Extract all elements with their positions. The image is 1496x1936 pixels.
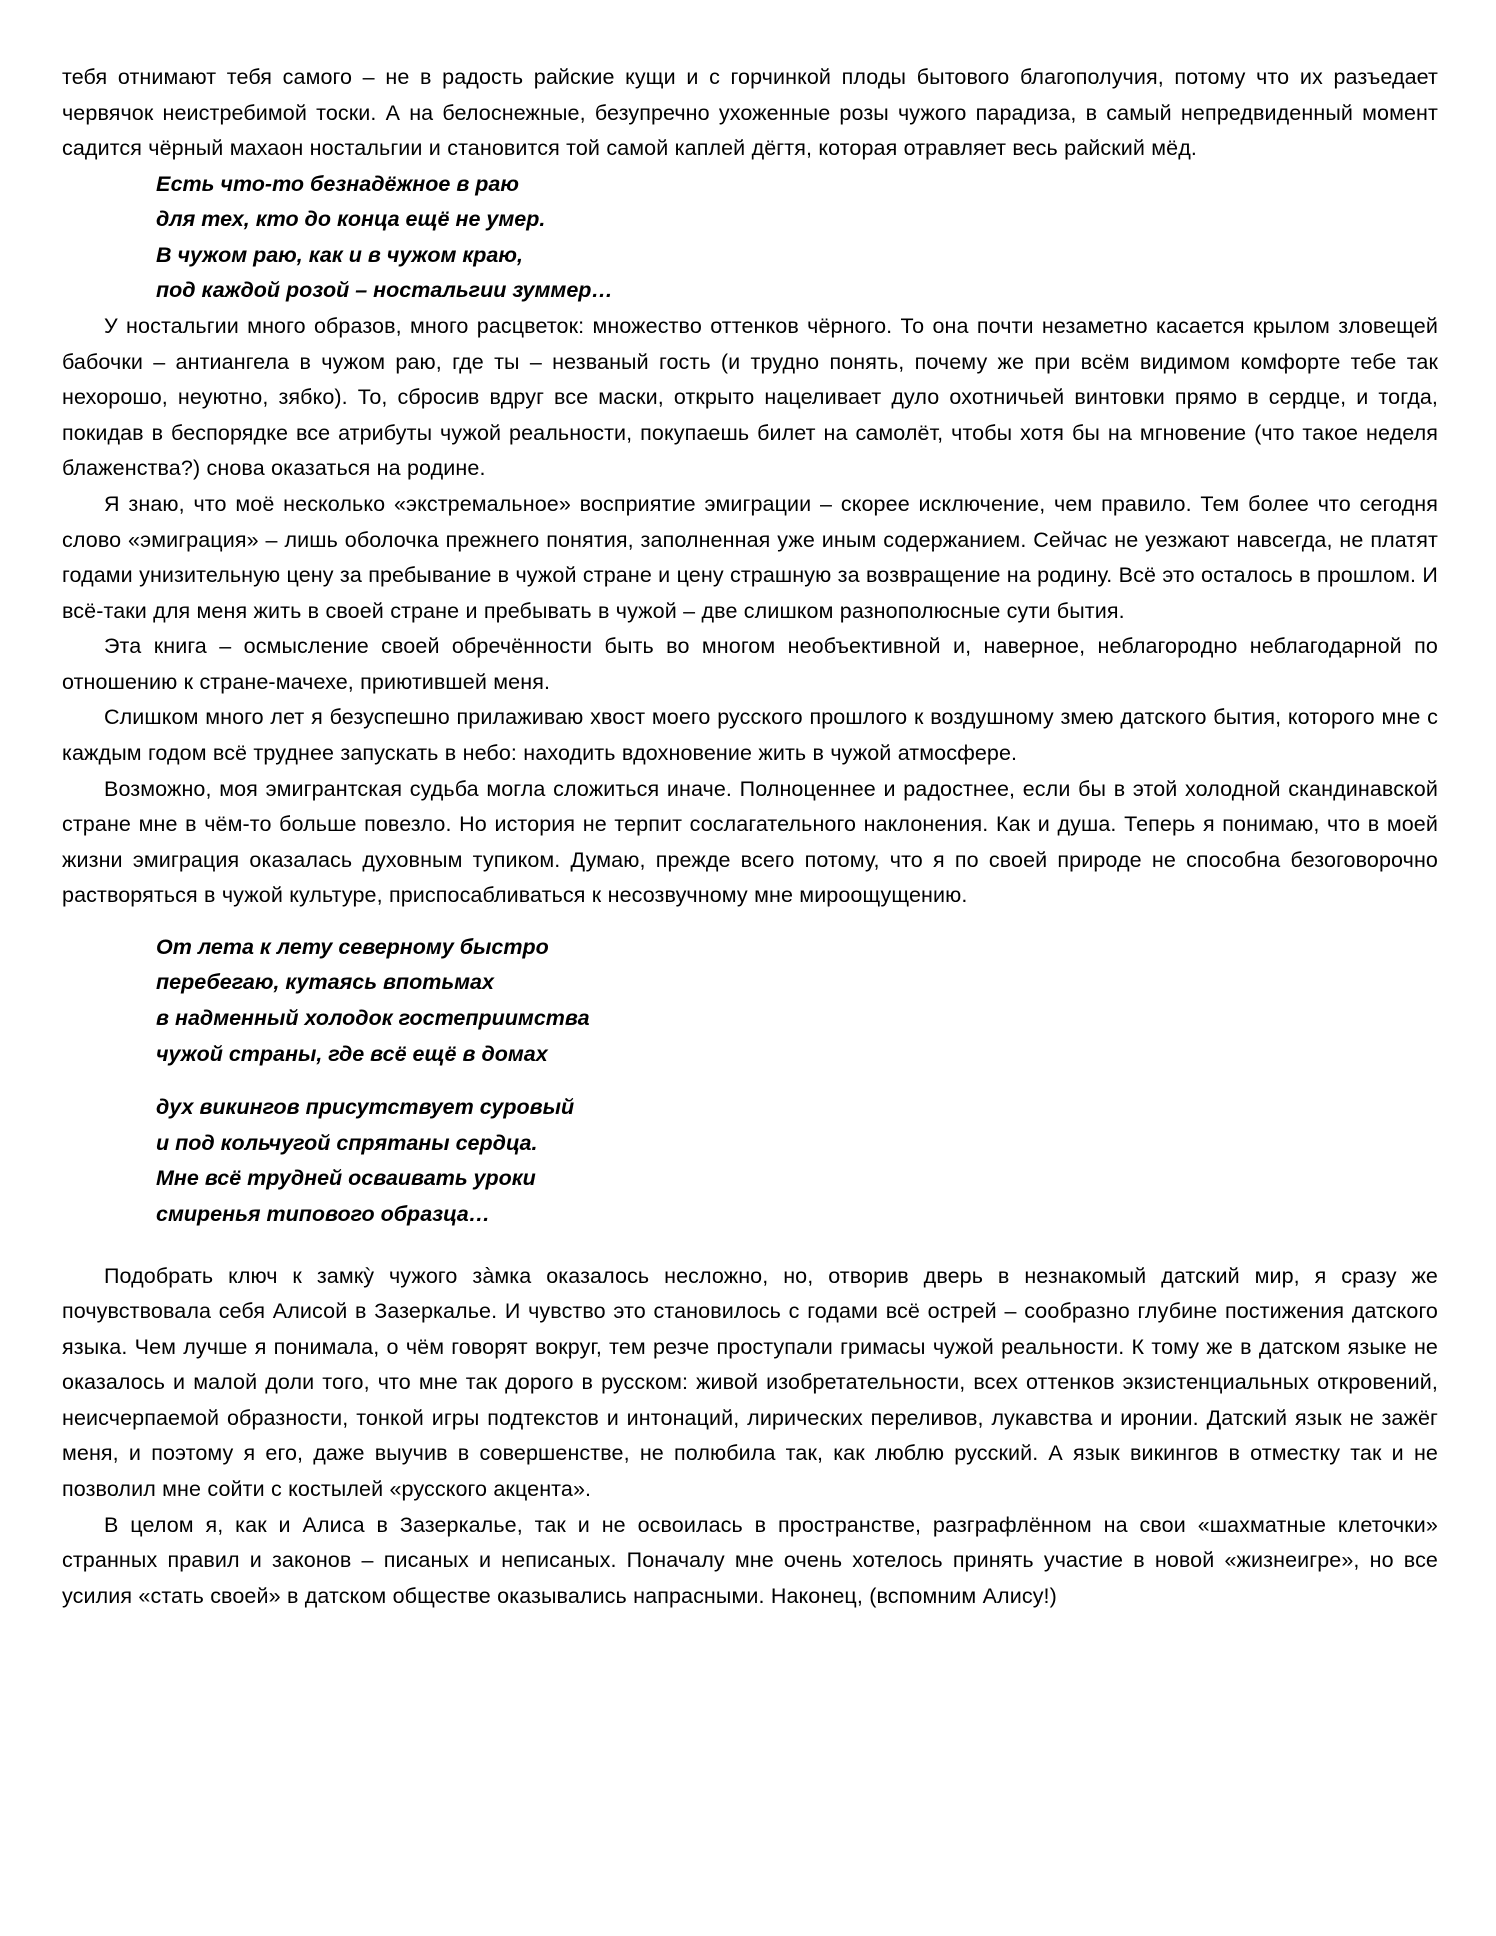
poem-1-line-3: В чужом раю, как и в чужом краю, <box>156 242 523 267</box>
paragraph-4: Эта книга – осмысление своей обречённости быть во многом необъективной и, наверное, неблагородно неблагодарной по отношению к стране-мачехе, приютившей меня. <box>62 634 1438 694</box>
poem-2-stanza-1-line-1: От лета к лету северному быстро <box>156 934 549 959</box>
poem-2-stanza-1-line-4: чужой страны, где всё ещё в домах <box>156 1041 548 1066</box>
poem-block-2 <box>62 930 1438 1233</box>
paragraph-2: У ностальгии много образов, много расцветок: множество оттенков чёрного. То она почти незаметно касается крылом зловещей бабочки – антиангела в чужом раю, где ты – незваный гость (и трудно понять, почему же при всём видимом комфорте тебе так нехорошо, неуютно, зябко). То, сбросив вдруг все маски, открыто нацеливает дуло охотничьей винтовки прямо в сердце, и тогда, покидав в беспорядке все атрибуты чужой реальности, покупаешь билет на самолёт, чтобы хотя бы на мгновение (что такое неделя блаженства?) снова оказаться на родине. <box>62 314 1438 481</box>
poem-2-stanza-2-line-4: смиренья типового образца… <box>156 1201 491 1226</box>
page-content <box>62 60 1438 1614</box>
poem-2-stanza-2-line-3: Мне всё трудней осваивать уроки <box>156 1166 536 1191</box>
stanza-gap <box>156 1072 1438 1090</box>
poem-2-stanza-1-line-2: перебегаю, кутаясь впотьмах <box>156 970 494 995</box>
poem-1-line-4: под каждой розой – ностальгии зуммер… <box>156 278 613 303</box>
poem-2-bottom-spacer <box>62 1233 1438 1259</box>
poem-2-stanza-1-line-3: в надменный холодок гостеприимства <box>156 1006 590 1031</box>
poem-2-stanza-2-line-2: и под кольчугой спрятаны сердца. <box>156 1130 538 1155</box>
poem-1-line-2: для тех, кто до конца ещё не умер. <box>156 207 546 232</box>
paragraph-6: Возможно, моя эмигрантская судьба могла сложиться иначе. Полноценнее и радостнее, если бы в этой холодной скандинавской стране мне в чём-то больше повезло. Но история не терпит сослагательного наклонения. Как и душа. Теперь я понимаю, что в моей жизни эмиграция оказалась духовным тупиком. Думаю, прежде всего потому, что я по своей природе не способна безоговорочно растворяться в чужой культуре, приспосабливаться к несозвучному мне мироощущению. <box>62 776 1438 908</box>
paragraph-7: Подобрать ключ к замкỳ чужого зàмка оказалось несложно, но, отворив дверь в незнакомый датский мир, я сразу же почувствовала себя Алисой в Зазеркалье. И чувство это становилось с годами всё острей – сообразно глубине постижения датского языка. Чем лучше я понимала, о чём говорят вокруг, тем резче проступали гримасы чужой реальности. К тому же в датском языке не оказалось и малой доли того, что мне так дорого в русском: живой изобретательности, всех оттенков экзистенциальных откровений, неисчерпаемой образности, тонкой игры подтекстов и интонаций, лирических переливов, лукавства и иронии. Датский язык не зажёг меня, и поэтому я его, даже выучив в совершенстве, не полюбила так, как люблю русский. А язык викингов в отместку так и не позволил мне сойти с костылей «русского акцента». <box>62 1263 1438 1501</box>
paragraph-5: Слишком много лет я безуспешно прилаживаю хвост моего русского прошлого к воздушному змею датского бытия, которого мне с каждым годом всё труднее запускать в небо: находить вдохновение жить в чужой атмосфере. <box>62 705 1438 765</box>
poem-2-stanza-2-line-1: дух викингов присутствует суровый <box>156 1095 575 1120</box>
paragraph-1: тебя отнимают тебя самого – не в радость райские кущи и с горчинкой плоды бытового благополучия, потому что их разъедает червячок неистребимой тоски. А на белоснежные, безупречно ухоженные розы чужого парадиза, в самый непредвиденный момент садится чёрный махаон ностальгии и становится той самой каплей дёгтя, которая отравляет весь райский мёд. <box>62 65 1438 161</box>
paragraph-8: В целом я, как и Алиса в Зазеркалье, так и не освоилась в пространстве, разграфлённом на свои «шахматные клеточки» странных правил и законов – писаных и неписаных. Поначалу мне очень хотелось принять участие в новой «жизнеигре», но все усилия «стать своей» в датском обществе оказывались напрасными. Наконец, (вспомним Алису!) <box>62 1512 1438 1608</box>
poem-block-1 <box>62 167 1438 309</box>
poem-1-line-1: Есть что-то безнадёжное в раю <box>156 171 519 196</box>
poem-2-top-spacer <box>62 914 1438 930</box>
paragraph-3: Я знаю, что моё несколько «экстремальное» восприятие эмиграции – скорее исключение, чем правило. Тем более что сегодня слово «эмиграция» – лишь оболочка прежнего понятия, заполненная уже иным содержанием. Сейчас не уезжают навсегда, не платят годами унизительную цену за пребывание в чужой стране и цену страшную за возвращение на родину. Всё это осталось в прошлом. И всё-таки для меня жить в своей стране и пребывать в чужой – две слишком разнополюсные сути бытия. <box>62 491 1438 623</box>
